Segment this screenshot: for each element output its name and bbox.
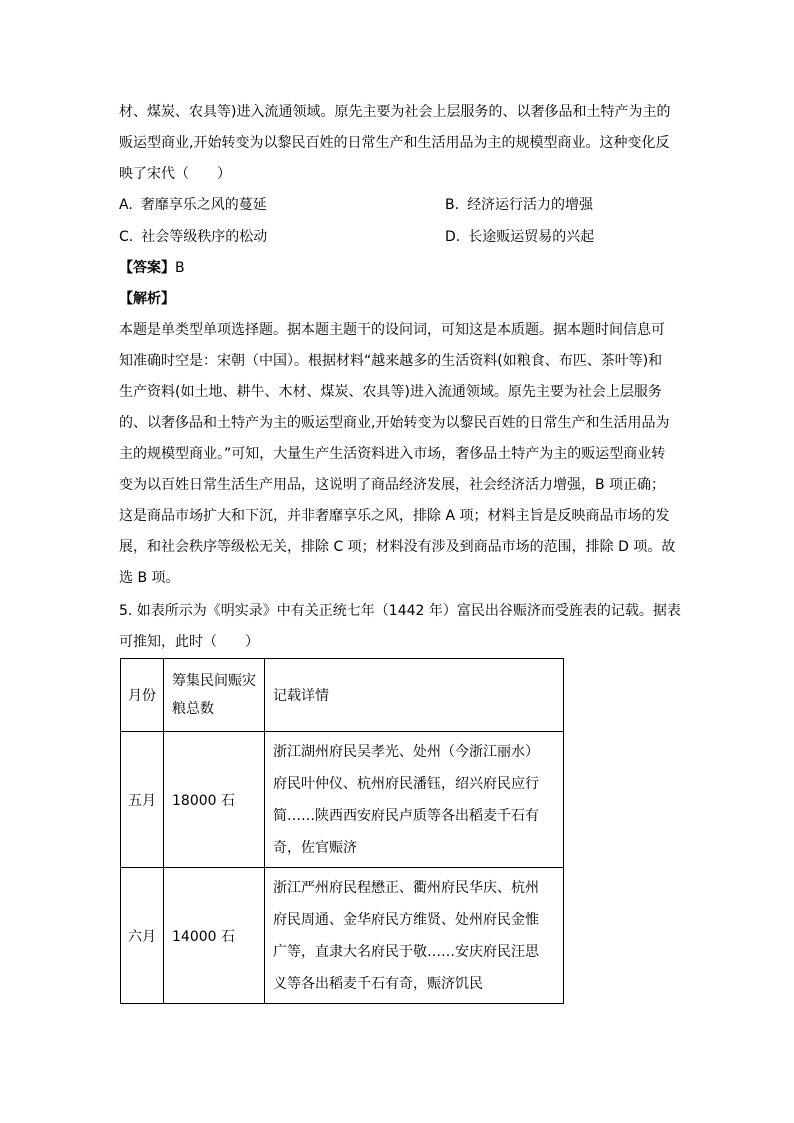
option-b xyxy=(445,195,593,215)
analysis-line-text: 知准确时空是：宋朝（中国）。根据材料“越来越多的生活资料(如粮食、布匹、茶叶等)和 xyxy=(119,353,663,369)
analysis-line-text: 这是商品市场扩大和下沉，并非奢靡享乐之风，排除 A 项；材料主旨是反映商品市场的发 xyxy=(119,508,670,524)
option-c-text: 社会等级秩序的松动 xyxy=(141,229,268,245)
row-detail-line: 广等，直隶大名府民于敬……安庆府民汪思 xyxy=(273,943,539,960)
row-detail-line: 府民叶仲仪、杭州府民潘钰，绍兴府民应行 xyxy=(273,775,539,792)
table-header-row xyxy=(121,659,564,732)
answer-line xyxy=(119,258,185,278)
header-total-line: 筹集民间赈灾 xyxy=(172,673,256,689)
header-detail: 记载详情 xyxy=(265,659,564,732)
option-c xyxy=(119,227,267,247)
row-detail xyxy=(265,732,564,868)
question-4-stem-line: 材、煤炭、农具等)进入流通领域。原先主要为社会上层服务的、以奢侈品和土特产为主的 xyxy=(119,104,671,120)
row-detail-line: 义等各出稻麦千石有奇，赈济饥民 xyxy=(273,975,483,992)
table-row xyxy=(121,732,564,868)
option-d-text: 长途贩运贸易的兴起 xyxy=(468,229,595,245)
row-detail-line: 奇，佐官赈济 xyxy=(273,839,357,856)
analysis-tag: 【解析】 xyxy=(119,291,175,307)
question-5-stem-line: 可推知，此时（ ） xyxy=(119,634,259,650)
header-total xyxy=(164,659,265,732)
row-total: 18000 石 xyxy=(164,732,265,868)
row-month: 六月 xyxy=(121,868,164,1004)
row-detail-line: 简……陕西西安府民卢质等各出稻麦千石有 xyxy=(273,807,539,824)
option-d xyxy=(445,227,594,247)
header-total-line: 粮总数 xyxy=(172,701,214,717)
question-5-stem xyxy=(119,596,691,658)
option-c-letter: C. xyxy=(119,229,134,245)
option-a-letter: A. xyxy=(119,197,133,213)
analysis-line-text: 变为以百姓日常生活生产用品，这说明了商品经济发展，社会经济活力增强，B 项正确； xyxy=(119,477,666,493)
analysis-body xyxy=(119,315,691,594)
option-b-text: 经济运行活力的增强 xyxy=(467,197,594,213)
question-4-stem xyxy=(119,97,691,190)
row-detail-line: 浙江严州府民程懋正、衢州府民华庆、杭州 xyxy=(273,879,539,896)
analysis-line xyxy=(119,289,175,309)
analysis-line-text: 主的规模型商业。”可知，大量生产生活资料进入市场，奢侈品土特产为主的贩运型商业转 xyxy=(119,446,666,462)
analysis-line-text: 生产资料(如土地、耕牛、木材、煤炭、农具等)进入流通领域。原先主要为社会上层服务 xyxy=(119,384,662,400)
analysis-line-text: 本题是单类型单项选择题。据本题主题干的设问词，可知这是本质题。据本题时间信息可 xyxy=(119,322,665,338)
question-4-stem-line: 映了宋代（ ） xyxy=(119,166,231,182)
question-5-stem-line: 5. 如表所示为《明实录》中有关正统七年（1442 年）富民出谷赈济而受旌表的记载。据表 xyxy=(119,603,681,619)
answer-tag: 【答案】 xyxy=(119,260,175,276)
header-month: 月份 xyxy=(121,659,164,732)
row-detail xyxy=(265,868,564,1004)
answer-value: B xyxy=(175,260,185,276)
row-detail-line: 府民周通、金华府民方维贤、处州府民金惟 xyxy=(273,911,539,928)
relief-grain-table xyxy=(120,658,564,1004)
row-detail-line: 浙江湖州府民吴孝光、处州（今浙江丽水） xyxy=(273,743,539,760)
table-row xyxy=(121,868,564,1004)
option-a xyxy=(119,195,267,215)
analysis-line-text: 选 B 项。 xyxy=(119,570,180,586)
question-4-stem-line: 贩运型商业,开始转变为以黎民百姓的日常生产和生活用品为主的规模型商业。这种变化反 xyxy=(119,135,670,151)
row-total: 14000 石 xyxy=(164,868,265,1004)
row-month: 五月 xyxy=(121,732,164,868)
option-d-letter: D. xyxy=(445,229,461,245)
option-a-text: 奢靡享乐之风的蔓延 xyxy=(140,197,267,213)
option-b-letter: B. xyxy=(445,197,460,213)
analysis-line-text: 展，和社会秩序等级松无关，排除 C 项；材料没有涉及到商品市场的范围，排除 D 项。故 xyxy=(119,539,676,555)
analysis-line-text: 的、以奢侈品和土特产为主的贩运型商业,开始转变为以黎民百姓的日常生产和生活用品为 xyxy=(119,415,670,431)
